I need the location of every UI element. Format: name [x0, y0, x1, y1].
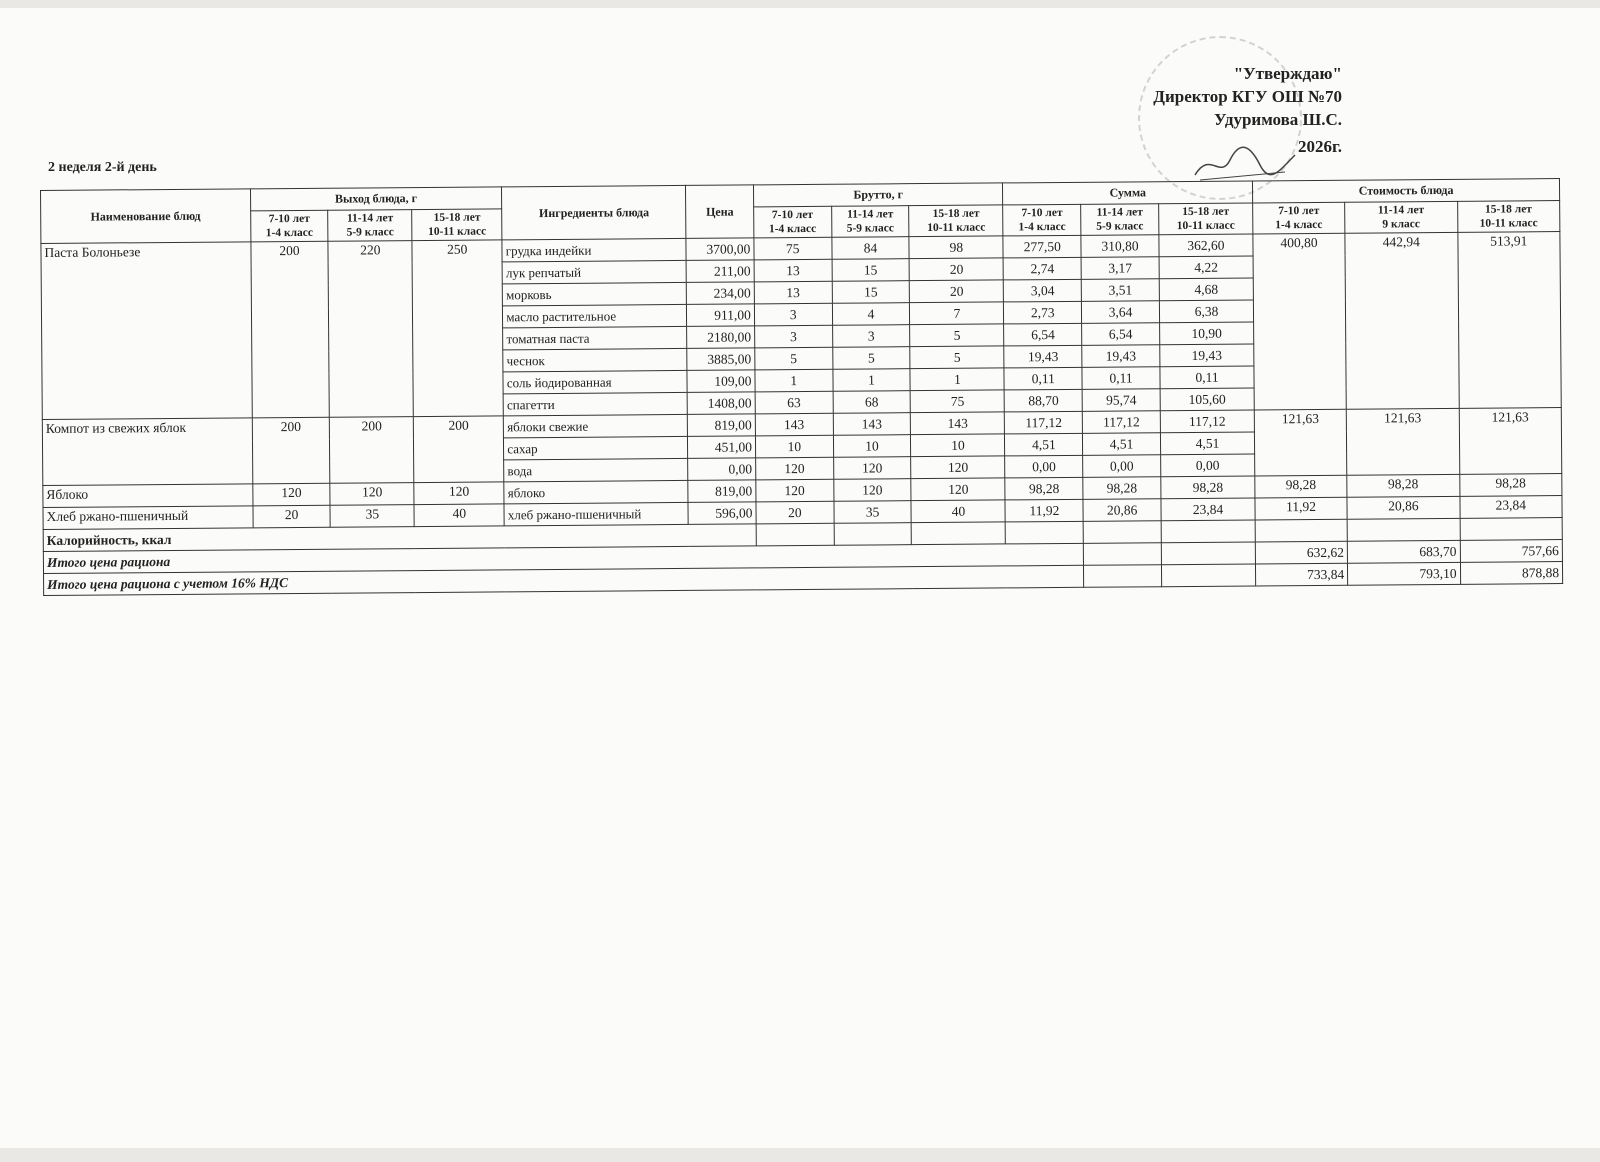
menu-table — [40, 178, 1563, 596]
ingredient-sum-2: 0,11 — [1082, 367, 1160, 390]
ingredient-gross-2: 68 — [833, 391, 911, 414]
ingredient-price: 451,00 — [688, 436, 756, 459]
ingredient-gross-1: 5 — [755, 347, 833, 370]
subheader-class: 1-4 класс — [768, 222, 817, 236]
dish-cost-2: 121,63 — [1346, 408, 1459, 475]
subheader-class: 10-11 класс — [1176, 219, 1235, 233]
dish-yield-3: 120 — [414, 482, 504, 505]
week-day-label: 2 неделя 2-й день — [48, 160, 157, 175]
dish-yield-1: 200 — [252, 417, 330, 484]
ingredient-gross-3: 7 — [910, 302, 1004, 325]
ingredient-gross-1: 75 — [754, 237, 832, 260]
ingredient-gross-1: 13 — [754, 259, 832, 282]
ingredient-name: спагетти — [503, 392, 687, 415]
ingredient-price: 911,00 — [687, 304, 755, 327]
total-value-3: 757,66 — [1460, 540, 1563, 563]
dish-cost-1: 98,28 — [1255, 475, 1347, 498]
ingredient-sum-1: 0,00 — [1005, 455, 1083, 478]
dish-cost-1: 400,80 — [1253, 233, 1346, 410]
header-sum: Сумма — [1003, 181, 1253, 205]
subheader-sum-1 — [1003, 204, 1081, 236]
subheader-gross-1 — [754, 206, 832, 238]
vat-value-1: 733,84 — [1256, 563, 1348, 586]
ingredient-price: 1408,00 — [688, 392, 756, 415]
subheader-age: 15-18 лет — [932, 207, 980, 220]
calories-cell — [1161, 520, 1255, 543]
ingredient-gross-1: 1 — [755, 369, 833, 392]
dish-cost-2: 98,28 — [1347, 474, 1460, 497]
dish-yield-2: 220 — [328, 241, 413, 418]
document-sheet — [0, 8, 1600, 1148]
ingredient-sum-2: 3,51 — [1081, 279, 1159, 302]
dish-name: Хлеб ржано-пшеничный — [43, 506, 253, 530]
subheader-yield-3 — [412, 209, 502, 241]
subheader-cost-1 — [1253, 202, 1345, 234]
dish-yield-2: 120 — [330, 483, 414, 506]
header-yield: Выход блюда, г — [250, 187, 502, 211]
ingredient-sum-3: 6,38 — [1159, 300, 1253, 323]
subheader-age: 7-10 лет — [268, 212, 310, 226]
subheader-class: 10-11 класс — [428, 225, 487, 238]
approval-position: Директор КГУ ОШ №70 — [1153, 87, 1342, 106]
subheader-class: 1-4 класс — [1018, 220, 1066, 234]
calories-cell — [1083, 521, 1161, 544]
ingredient-gross-2: 120 — [833, 457, 911, 480]
dish-yield-2: 35 — [330, 505, 414, 528]
subheader-cost-3 — [1457, 201, 1560, 233]
total-value-2: 683,70 — [1347, 540, 1460, 563]
total-empty — [1161, 542, 1255, 565]
ingredient-gross-3: 143 — [911, 412, 1005, 435]
ingredient-price: 109,00 — [687, 370, 755, 393]
ingredient-name: масло растительное — [503, 304, 687, 327]
ingredient-sum-1: 98,28 — [1005, 477, 1083, 500]
ingredient-sum-3: 117,12 — [1160, 410, 1254, 433]
total-empty — [1083, 543, 1161, 566]
subheader-class: 1-4 класс — [265, 226, 314, 240]
dish-cost-2: 20,86 — [1347, 496, 1460, 519]
approval-date: 2026г. — [1297, 137, 1342, 156]
subheader-age: 15-18 лет — [1182, 205, 1230, 219]
ingredient-gross-3: 120 — [911, 456, 1005, 479]
total-value-1: 632,62 — [1255, 541, 1347, 564]
ingredient-gross-3: 98 — [909, 236, 1003, 259]
ingredient-sum-1: 19,43 — [1004, 345, 1082, 368]
dish-cost-1: 11,92 — [1255, 497, 1347, 520]
ingredient-sum-1: 2,73 — [1004, 301, 1082, 324]
ingredient-sum-1: 117,12 — [1005, 411, 1083, 434]
header-price: Цена — [686, 185, 754, 239]
ingredient-gross-3: 1 — [910, 368, 1004, 391]
header-cost: Стоимость блюда — [1253, 179, 1560, 203]
ingredient-name: грудка индейки — [502, 238, 686, 261]
dish-yield-2: 200 — [330, 417, 414, 484]
dish-cost-3: 121,63 — [1459, 408, 1562, 475]
subheader-age: 15-18 лет — [433, 211, 481, 224]
ingredient-gross-2: 3 — [832, 325, 910, 348]
ingredient-name: хлеб ржано-пшеничный — [504, 502, 688, 525]
subheader-class: 5-9 класс — [846, 222, 894, 235]
ingredient-gross-2: 143 — [833, 413, 911, 436]
calories-cell — [911, 522, 1005, 545]
subheader-sum-3 — [1159, 203, 1253, 235]
calories-cell — [1006, 521, 1084, 544]
subheader-age: 7-10 лет — [1278, 204, 1320, 218]
ingredient-gross-3: 20 — [909, 258, 1003, 281]
ingredient-name: томатная паста — [503, 326, 687, 349]
header-gross: Брутто, г — [753, 183, 1003, 207]
dish-name: Компот из свежих яблок — [42, 418, 252, 486]
ingredient-gross-2: 35 — [834, 501, 912, 524]
ingredient-gross-3: 5 — [910, 346, 1004, 369]
subheader-age: 15-18 лет — [1484, 203, 1532, 216]
dish-name: Паста Болоньезе — [41, 242, 252, 420]
ingredient-price: 3885,00 — [687, 348, 755, 371]
subheader-age: 7-10 лет — [1021, 206, 1063, 220]
vat-empty — [1084, 565, 1162, 588]
ingredient-gross-2: 5 — [832, 347, 910, 370]
subheader-yield-1 — [250, 210, 328, 242]
ingredient-price: 2180,00 — [687, 326, 755, 349]
dish-yield-1: 200 — [251, 241, 330, 418]
dish-cost-3: 98,28 — [1459, 474, 1562, 497]
vat-empty — [1161, 564, 1255, 587]
subheader-class: 10-11 класс — [927, 221, 986, 235]
ingredient-sum-2: 117,12 — [1082, 411, 1160, 434]
ingredient-sum-2: 95,74 — [1082, 389, 1160, 412]
ingredient-sum-2: 3,64 — [1082, 301, 1160, 324]
ingredient-gross-1: 143 — [755, 413, 833, 436]
approval-block — [1153, 62, 1342, 158]
ingredient-gross-3: 40 — [911, 500, 1005, 523]
dish-cost-3: 513,91 — [1457, 232, 1561, 409]
ingredient-gross-3: 120 — [911, 478, 1005, 501]
ingredient-gross-1: 3 — [754, 303, 832, 326]
ingredient-sum-3: 98,28 — [1161, 476, 1255, 499]
vat-label: Итого цена рациона с учетом 16% НДС — [44, 565, 1084, 595]
ingredient-gross-2: 15 — [832, 281, 910, 304]
ingredient-gross-1: 120 — [756, 457, 834, 480]
ingredient-sum-3: 4,68 — [1159, 278, 1253, 301]
ingredient-sum-1: 88,70 — [1005, 389, 1083, 412]
ingredient-sum-3: 362,60 — [1159, 234, 1253, 257]
dish-yield-1: 20 — [253, 505, 331, 528]
total-label: Итого цена рациона — [43, 543, 1083, 573]
subheader-age: 11-14 лет — [1096, 206, 1143, 219]
ingredient-gross-1: 20 — [756, 501, 834, 524]
ingredient-sum-2: 3,17 — [1081, 257, 1159, 280]
ingredient-sum-1: 6,54 — [1004, 323, 1082, 346]
calories-cell — [1347, 518, 1460, 541]
ingredient-sum-3: 23,84 — [1161, 498, 1255, 521]
ingredient-gross-2: 84 — [832, 237, 910, 260]
ingredient-gross-1: 120 — [756, 479, 834, 502]
ingredient-sum-1: 277,50 — [1003, 235, 1081, 258]
calories-label: Калорийность, ккал — [43, 524, 756, 552]
vat-value-2: 793,10 — [1348, 562, 1461, 585]
ingredient-gross-2: 15 — [832, 259, 910, 282]
ingredient-name: морковь — [503, 282, 687, 305]
ingredient-gross-3: 20 — [910, 280, 1004, 303]
ingredient-sum-2: 19,43 — [1082, 345, 1160, 368]
ingredient-gross-3: 5 — [910, 324, 1004, 347]
approval-name: Удуримова Ш.С. — [1214, 110, 1342, 129]
ingredient-sum-2: 310,80 — [1081, 235, 1159, 258]
subheader-gross-2 — [831, 206, 909, 238]
subheader-sum-2 — [1081, 204, 1159, 236]
ingredient-gross-2: 120 — [833, 479, 911, 502]
ingredient-gross-1: 3 — [754, 325, 832, 348]
calories-cell — [756, 523, 834, 546]
dish-name: Яблоко — [43, 484, 253, 508]
ingredient-gross-3: 75 — [910, 390, 1004, 413]
ingredient-name: лук репчатый — [502, 260, 686, 283]
subheader-yield-2 — [328, 210, 412, 242]
ingredient-sum-2: 20,86 — [1083, 499, 1161, 522]
ingredient-price: 819,00 — [688, 480, 756, 503]
ingredient-name: чеснок — [503, 348, 687, 371]
ingredient-price: 596,00 — [688, 502, 756, 525]
ingredient-price: 0,00 — [688, 458, 756, 481]
ingredient-sum-2: 98,28 — [1083, 477, 1161, 500]
subheader-class: 1-4 класс — [1275, 218, 1323, 232]
ingredient-sum-3: 0,11 — [1160, 366, 1254, 389]
ingredient-sum-2: 0,00 — [1083, 455, 1161, 478]
ingredient-sum-3: 0,00 — [1161, 454, 1255, 477]
ingredient-name: вода — [504, 458, 688, 481]
header-ingredients: Ингредиенты блюда — [502, 185, 687, 239]
ingredient-sum-1: 0,11 — [1004, 367, 1082, 390]
dish-yield-3: 250 — [412, 240, 503, 417]
ingredient-name: соль йодированная — [503, 370, 687, 393]
header-dish: Наименование блюд — [41, 189, 251, 244]
ingredient-gross-3: 10 — [911, 434, 1005, 457]
ingredient-price: 3700,00 — [686, 238, 754, 261]
calories-cell — [1460, 518, 1563, 541]
ingredient-name: яблоки свежие — [504, 414, 688, 437]
ingredient-sum-3: 10,90 — [1159, 322, 1253, 345]
ingredient-sum-3: 19,43 — [1160, 344, 1254, 367]
ingredient-gross-2: 4 — [832, 303, 910, 326]
ingredient-sum-1: 2,74 — [1004, 257, 1082, 280]
subheader-age: 7-10 лет — [771, 208, 814, 222]
ingredient-gross-2: 10 — [833, 435, 911, 458]
ingredient-price: 234,00 — [687, 282, 755, 305]
dish-yield-1: 120 — [252, 483, 330, 506]
dish-yield-3: 40 — [414, 504, 504, 527]
subheader-age: 11-14 лет — [847, 208, 894, 221]
calories-cell — [834, 523, 912, 546]
ingredient-sum-1: 3,04 — [1004, 279, 1082, 302]
subheader-age: 11-14 лет — [1377, 204, 1425, 217]
ingredient-name: яблоко — [504, 480, 688, 503]
ingredient-sum-2: 6,54 — [1082, 323, 1160, 346]
ingredient-sum-2: 4,51 — [1083, 433, 1161, 456]
subheader-class: 10-11 класс — [1479, 217, 1538, 230]
ingredient-sum-3: 105,60 — [1160, 388, 1254, 411]
dish-cost-1: 121,63 — [1254, 409, 1347, 476]
vat-value-3: 878,88 — [1460, 562, 1563, 585]
ingredient-gross-1: 13 — [754, 281, 832, 304]
subheader-class: 5-9 класс — [1096, 220, 1144, 233]
approval-title: "Утверждаю" — [1233, 64, 1342, 83]
subheader-age: 11-14 лет — [346, 212, 394, 225]
subheader-gross-3 — [909, 205, 1003, 237]
calories-cell — [1255, 519, 1347, 542]
ingredient-price: 211,00 — [686, 260, 754, 283]
ingredient-sum-3: 4,51 — [1160, 432, 1254, 455]
ingredient-name: сахар — [504, 436, 688, 459]
ingredient-sum-1: 4,51 — [1005, 433, 1083, 456]
subheader-class: 9 класс — [1382, 218, 1421, 231]
ingredient-gross-2: 1 — [833, 369, 911, 392]
ingredient-gross-1: 10 — [755, 435, 833, 458]
dish-cost-2: 442,94 — [1345, 232, 1459, 409]
subheader-class: 5-9 класс — [346, 226, 394, 239]
dish-yield-3: 200 — [414, 416, 505, 483]
subheader-cost-2 — [1345, 201, 1458, 233]
ingredient-sum-1: 11,92 — [1005, 499, 1083, 522]
ingredient-sum-3: 4,22 — [1159, 256, 1253, 279]
dish-cost-3: 23,84 — [1460, 496, 1563, 519]
ingredient-gross-1: 63 — [755, 391, 833, 414]
ingredient-price: 819,00 — [688, 414, 756, 437]
